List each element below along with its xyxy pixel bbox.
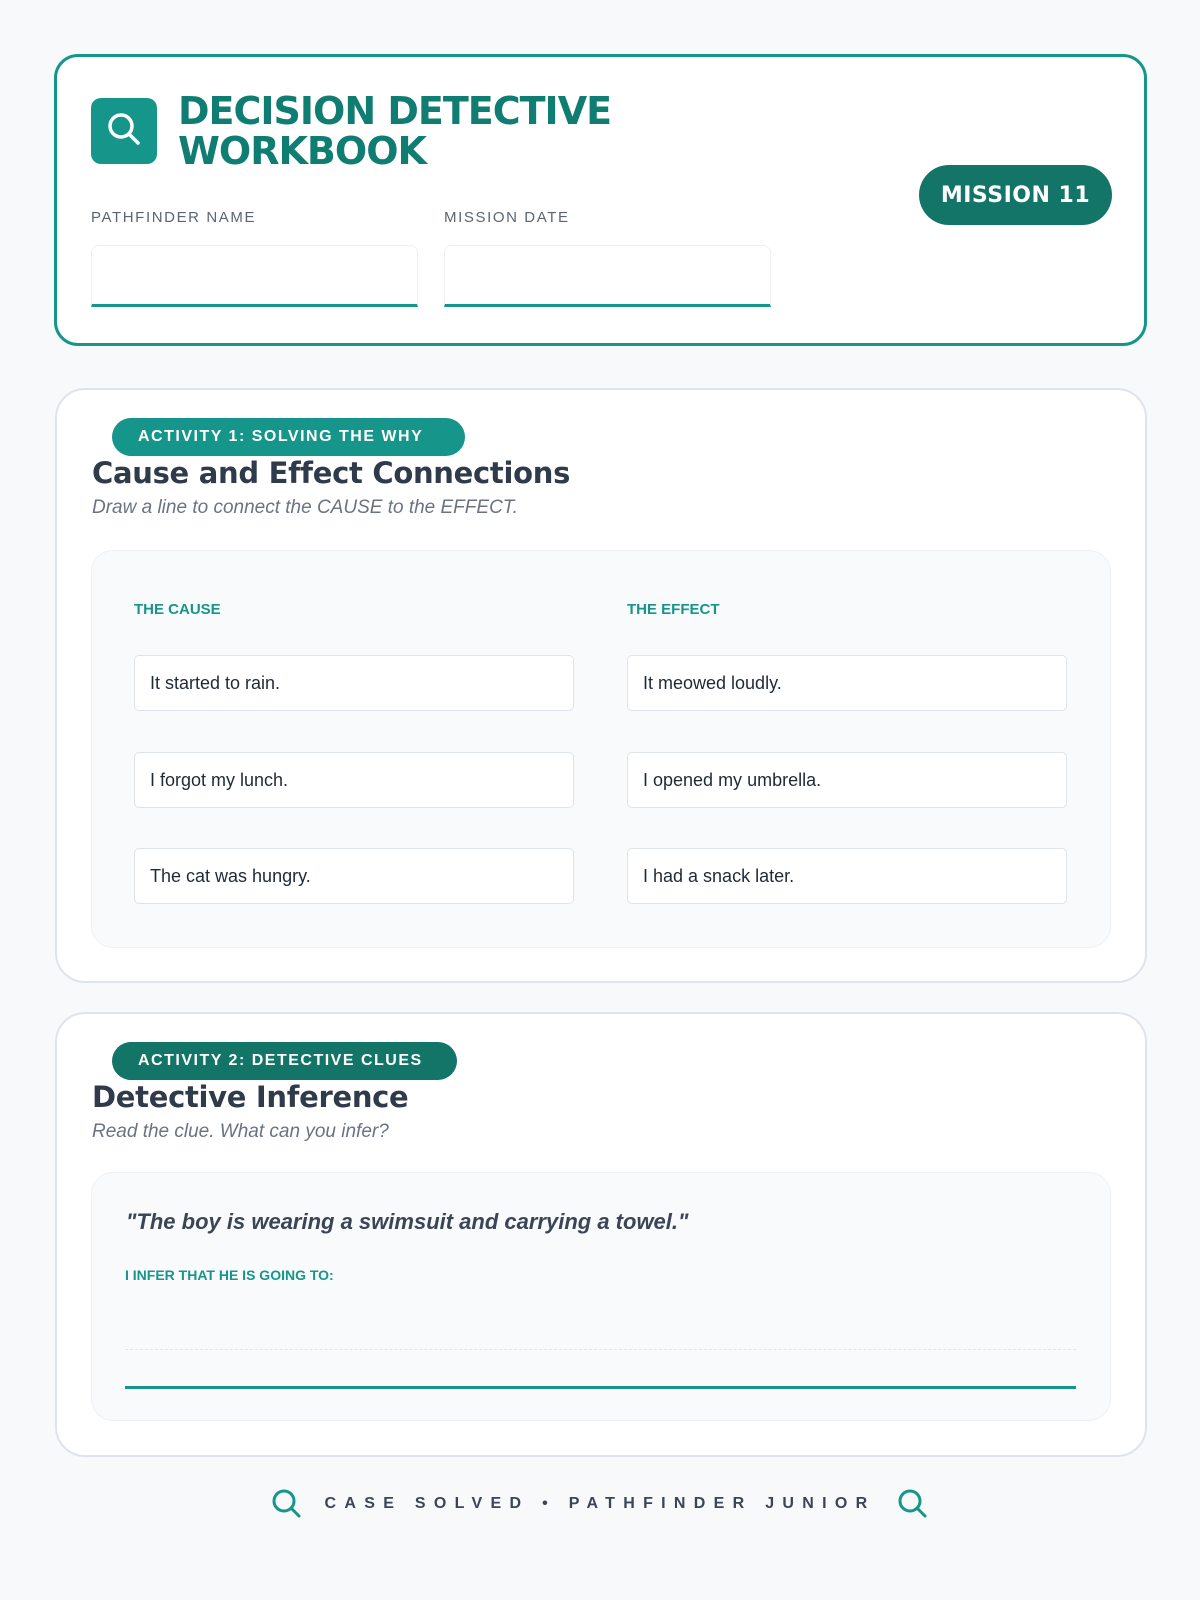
activity-1-badge: ACTIVITY 1: SOLVING THE WHY xyxy=(112,418,465,456)
page-title xyxy=(178,91,611,171)
cause-item[interactable]: The cat was hungry. xyxy=(134,848,574,904)
logo xyxy=(91,98,157,164)
pathfinder-name-field[interactable] xyxy=(91,245,418,307)
infer-label: I INFER THAT HE IS GOING TO: xyxy=(125,1267,334,1283)
title-line-2: WORKBOOK xyxy=(178,129,426,173)
activity-1-instructions: Draw a line to connect the CAUSE to the EFFECT. xyxy=(92,497,518,518)
cause-column-header: THE CAUSE xyxy=(134,601,221,618)
activity-2-instructions: Read the clue. What can you infer? xyxy=(92,1121,389,1142)
search-icon xyxy=(105,110,143,153)
activity-2-title: Detective Inference xyxy=(92,1080,409,1114)
header-card xyxy=(54,54,1147,346)
activity-1-card xyxy=(55,388,1147,983)
activity-2-badge: ACTIVITY 2: DETECTIVE CLUES xyxy=(112,1042,457,1080)
mission-date-field[interactable] xyxy=(444,245,771,307)
effect-item[interactable]: I opened my umbrella. xyxy=(627,752,1067,808)
effect-item[interactable]: It meowed loudly. xyxy=(627,655,1067,711)
cause-item[interactable]: It started to rain. xyxy=(134,655,574,711)
cause-item[interactable]: I forgot my lunch. xyxy=(134,752,574,808)
search-icon xyxy=(897,1488,929,1520)
search-icon xyxy=(271,1488,303,1520)
guide-line xyxy=(125,1349,1076,1350)
mission-badge: MISSION 11 xyxy=(919,165,1112,225)
title-line-1: DECISION DETECTIVE xyxy=(178,89,612,133)
answer-line[interactable] xyxy=(125,1386,1076,1389)
cause-effect-panel xyxy=(91,550,1111,948)
footer xyxy=(0,1488,1200,1520)
pathfinder-name-label: PATHFINDER NAME xyxy=(91,209,257,226)
activity-2-card xyxy=(55,1012,1147,1457)
clue-quote: "The boy is wearing a swimsuit and carrying a towel." xyxy=(126,1209,689,1234)
footer-text: CASE SOLVED • PATHFINDER JUNIOR xyxy=(324,1495,876,1512)
effect-column-header: THE EFFECT xyxy=(627,601,720,618)
activity-1-title: Cause and Effect Connections xyxy=(92,456,571,490)
clue-panel xyxy=(91,1172,1111,1421)
mission-date-label: MISSION DATE xyxy=(444,209,570,226)
effect-item[interactable]: I had a snack later. xyxy=(627,848,1067,904)
